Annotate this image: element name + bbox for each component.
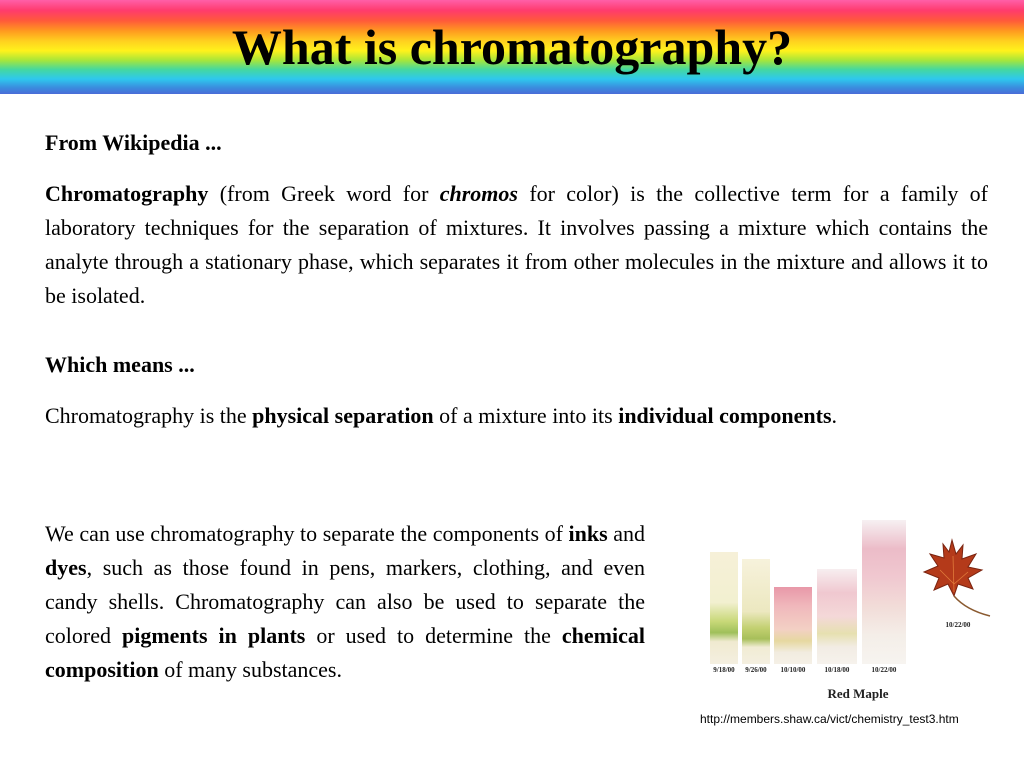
definition-paragraph xyxy=(45,177,988,313)
section-heading: From Wikipedia ... xyxy=(45,130,222,155)
term-chromatography: Chromatography xyxy=(45,181,209,206)
text-segment: We can use chromatography to separate the components of xyxy=(45,521,569,546)
strip-date-label: 10/22/00 xyxy=(871,666,897,674)
text-segment: of a mixture into its xyxy=(433,403,619,428)
text-segment: , such as those found in pens, markers, clothing, and even candy shells. Chromatography can also be used to separate the colored xyxy=(45,555,645,648)
text-segment: or used to determine the xyxy=(305,623,562,648)
section-heading: Which means ... xyxy=(45,352,195,377)
uses-paragraph xyxy=(45,517,645,687)
chromatogram-strip xyxy=(817,569,857,664)
term-chromos: chromos xyxy=(439,181,518,206)
text-segment: for color) is the collective term for a family of laboratory techniques for the separation of mixtures. It involves passing a mixture which contains the analyte through a stationary phase, which separates it from other molecules in the mixture and allows it to be isolated. xyxy=(45,181,988,308)
strip-date-label: 9/26/00 xyxy=(745,666,767,674)
wikipedia-heading xyxy=(45,128,988,158)
figure-caption: Red Maple xyxy=(827,686,889,701)
strip-date-label: 10/10/00 xyxy=(780,666,806,674)
leaf-date-label: 10/22/00 xyxy=(945,621,971,629)
text-segment: of many substances. xyxy=(158,657,342,682)
text-segment: (from Greek word for xyxy=(208,181,440,206)
strip-date-label: 9/18/00 xyxy=(713,666,735,674)
maple-leaf-icon xyxy=(924,540,990,616)
red-maple-chromatography-figure xyxy=(700,512,1000,712)
which-means-heading xyxy=(45,350,988,380)
chromatogram-strip xyxy=(742,559,770,664)
meaning-paragraph xyxy=(45,399,988,433)
chromatogram-image xyxy=(700,512,1000,712)
slide-title: What is chromatography? xyxy=(231,19,793,75)
chromatogram-strip xyxy=(774,587,812,664)
text-segment: and xyxy=(607,521,646,546)
bold-physical-separation: physical separation xyxy=(252,403,434,428)
source-url: http://members.shaw.ca/vict/chemistry_test3.htm xyxy=(700,712,959,726)
text-segment: . xyxy=(831,403,838,428)
bold-individual-components: individual components xyxy=(618,403,832,428)
text-segment: Chromatography is the xyxy=(45,403,253,428)
chromatogram-strip xyxy=(710,552,738,664)
bold-inks: inks xyxy=(568,521,608,546)
strip-date-label: 10/18/00 xyxy=(824,666,850,674)
bold-chemical-composition: chemical composition xyxy=(45,623,645,682)
bold-dyes: dyes xyxy=(45,555,87,580)
chromatogram-strip xyxy=(862,520,906,664)
bold-pigments: pigments in plants xyxy=(121,623,306,648)
